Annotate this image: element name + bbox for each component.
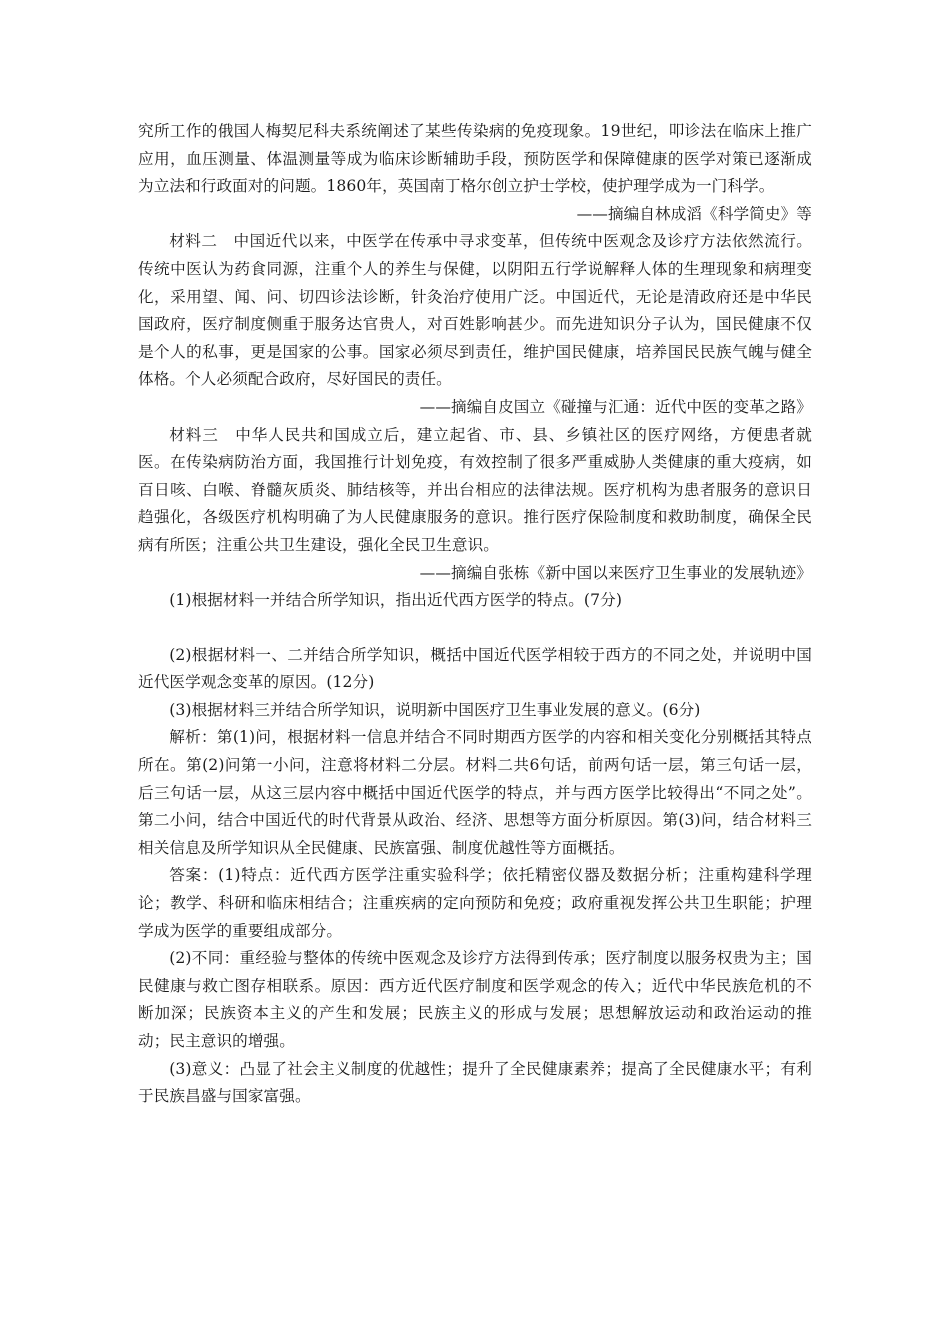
material3-paragraph: 材料三 中华人民共和国成立后，建立起省、市、县、乡镇社区的医疗网络，方便患者就医。在传染病防治方面，我国推行计划免疫，有效控制了很多严重威胁人类健康的重大疫病，如百日咳、白喉、脊髓灰质炎、肺结核等，并出台相应的法律法规。医疗机构为患者服务的意识日趋强化，各级医疗机构明确了为人民健康服务的意识。推行医疗保险制度和救助制度，确保全民病有所医；注重公共卫生建设，强化全民卫生意识。 (138, 425, 812, 554)
material2-paragraph: 材料二 中国近代以来，中医学在传承中寻求变革，但传统中医观念及诊疗方法依然流行。传统中医认为药食同源，注重个人的养生与保健，以阴阳五行学说解释人体的生理现象和病理变化，采用望、闻、问、切四诊法诊断，针灸治疗使用广泛。中国近代，无论是清政府还是中华民国政府，医疗制度侧重于服务达官贵人，对百姓影响甚少。而先进知识分子认为，国民健康不仅是个人的私事，更是国家的公事。国家必须尽到责任，维护国民健康，培养国民民族气魄与健全体格。个人必须配合政府，尽好国民的责任。 (138, 232, 812, 389)
answer-space (138, 615, 812, 642)
answer-3: (3)意义：凸显了社会主义制度的优越性；提升了全民健康素养；提高了全民健康水平；有利于民族昌盛与国家富强。 (138, 1059, 812, 1106)
document-page (138, 118, 812, 1111)
question-2: (2)根据材料一、二并结合所学知识，概括中国近代医学相较于西方的不同之处，并说明中国近代医学观念变革的原因。(12分) (138, 645, 812, 692)
analysis-paragraph: 解析：第(1)问，根据材料一信息并结合不同时期西方医学的内容和相关变化分别概括其特点所在。第(2)问第一小问，注意将材料二分层。材料二共6句话，前两句话一层，第三句话一层，后三句话一层，从这三层内容中概括中国近代医学的特点，并与西方医学比较得出“不同之处”。第二小问，结合中国近代的时代背景从政治、经济、思想等方面分析原因。第(3)问，结合材料三相关信息及所学知识从全民健康、民族富强、制度优越性等方面概括。 (138, 728, 812, 857)
material2-source: ——摘编自皮国立《碰撞与汇通：近代中医的变革之路》 (419, 397, 812, 416)
answer-2: (2)不同：重经验与整体的传统中医观念及诊疗方法得到传承；医疗制度以服务权贵为主；国民健康与救亡图存相联系。原因：西方近代医疗制度和医学观念的传入；近代中华民族危机的不断加深；民族资本主义的产生和发展；民族主义的形成与发展；思想解放运动和政治运动的推动；民主意识的增强。 (138, 949, 812, 1050)
question-1: (1)根据材料一并结合所学知识，指出近代西方医学的特点。(7分) (169, 591, 623, 610)
material1-tail: 究所工作的俄国人梅契尼科夫系统阐述了某些传染病的免疫现象。19世纪，叩诊法在临床上推广应用，血压测量、体温测量等成为临床诊断辅助手段，预防医学和保障健康的医学对策已逐渐成为立法和行政面对的问题。1860年，英国南丁格尔创立护士学校，使护理学成为一门科学。 (138, 122, 812, 196)
answer-1: 答案：(1)特点：近代西方医学注重实验科学；依托精密仪器及数据分析；注重构建科学理论；教学、科研和临床相结合；注重疾病的定向预防和免疫；政府重视发挥公共卫生职能；护理学成为医学的重要组成部分。 (138, 866, 812, 940)
question-3: (3)根据材料三并结合所学知识，说明新中国医疗卫生事业发展的意义。(6分) (169, 700, 701, 719)
material3-source: ——摘编自张栋《新中国以来医疗卫生事业的发展轨迹》 (419, 563, 812, 582)
material1-source: ——摘编自林成滔《科学简史》等 (576, 204, 812, 223)
